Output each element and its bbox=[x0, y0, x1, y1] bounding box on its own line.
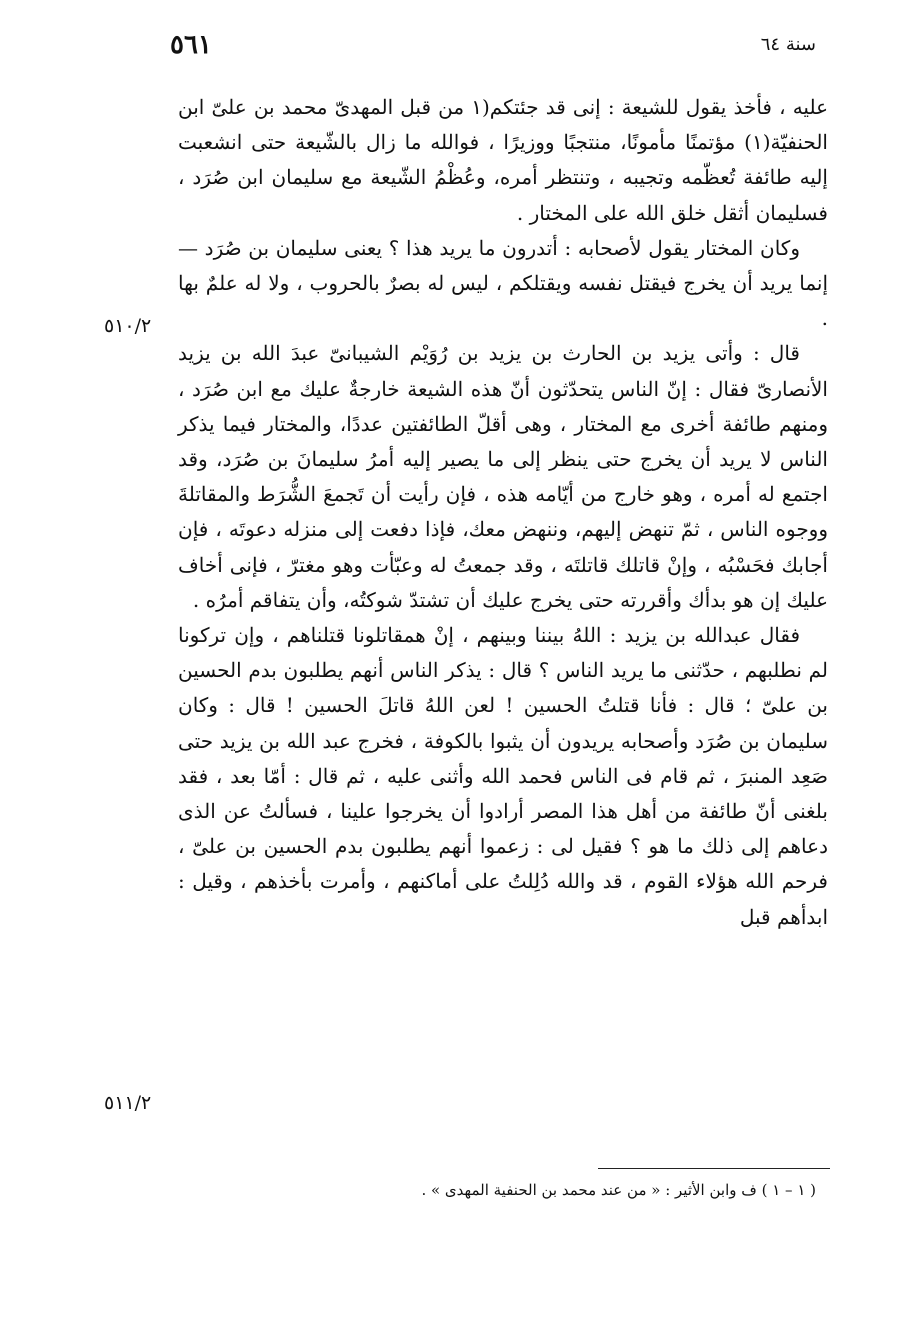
page-number: ٥٦١ bbox=[170, 30, 212, 60]
paragraph: قال : وأتى يزيد بن الحارث بن يزيد بن رُوَيْم الشيبانىّ عبدَ الله بن يزيد الأنصارىّ فقال : إنّ الناس يتحدّثون أنّ هذه الشيعة خارجةٌ عليك مع ابن صُرَد ، ومنهم طائفة أخرى مع المختار ، وهى أقلّ الطائفتين عددًا، والمختار فيما يذكر الناس لا يريد أن يخرج حتى ينظر إلى ما يصير إليه أمرُ سليمانَ بن صُرَد، وقد اجتمع له أمره ، وهو خارج من أيّامه هذه ، فإن رأيت أن تَجمعَ الشُّرَط والمقاتلةَ ووجوه الناس ، ثمّ تنهض إليهم، وننهض معك، فإذا دفعت إلى منزله دعوتَه ، فإن أجابك فحَسْبُه ، وإنْ قاتلك قاتلتَه ، وقد جمعتُ له وعبّأت وهو مغترّ ، فإنى أخاف عليك إن هو بدأك وأقررته حتى يخرج عليك أن تشتدّ شوكتُه، وأن يتفاقم أمرُه . bbox=[178, 341, 828, 612]
paragraph: فقال عبدالله بن يزيد : اللهُ بيننا وبينهم ، إنْ همقاتلونا قتلناهم ، وإن تركونا لم نطلبهم ، حدّثنى ما يريد الناس ؟ قال : يذكر الناس أنهم يطلبون بدم الحسين بن علىّ ؛ قال : فأنا قتلتُ الحسين ! لعن اللهُ قاتلَ الحسين ! قال : وكان سليمان بن صُرَد وأصحابه يريدون أن يثبوا بالكوفة ، فخرج عبد الله بن يزيد حتى صَعِد المنبرَ ، ثم قام فى الناس فحمد الله وأثنى عليه ، ثم قال : أمّا بعد ، فقد بلغنى أنّ طائفة من أهل هذا المصر أرادوا أن يخرجوا علينا ، فسألتُ عن الذى دعاهم إلى ذلك ما هو ؟ فقيل لى : زعموا أنهم يطلبون بدم الحسين بن علىّ ، فرحم الله هؤلاء القوم ، قد والله دُلِلتُ على أماكنهم ، وأمرت بأخذهم ، وقيل : ابدأهم قبل bbox=[178, 623, 828, 929]
footnote-divider bbox=[598, 1168, 830, 1169]
paragraph: عليه ، فأخذ يقول للشيعة : إنى قد جئتكم(١ من قبل المهدىّ محمد بن علىّ ابن الحنفيّة(١) مؤتمنًا مأمونًا، منتجبًا ووزيرًا ، فوالله ما زال بالشّيعة حتى انشعبت إليه طائفة تُعظّمه وتجيبه ، وتنتظر أمره، وعُظْمُ الشّيعة مع سليمان ابن صُرَد ، فسليمان أثقل خلق الله على المختار . bbox=[178, 95, 829, 225]
running-header-year: سنة ٦٤ bbox=[760, 34, 816, 55]
main-text-block bbox=[178, 90, 828, 935]
margin-reference: ٥١٠/٢ bbox=[104, 315, 152, 337]
paragraph: وكان المختار يقول لأصحابه : أتدرون ما يريد هذا ؟ يعنى سليمان بن صُرَد — إنما يريد أن يخرج فيقتل نفسه ويقتلكم ، ليس له بصرٌ بالحروب ، ولا له علمٌ بها . bbox=[178, 235, 828, 331]
footnote: ( ١ – ١ ) ف وابن الأثير : « من عند محمد بن الحنفية المهدى » . bbox=[421, 1181, 816, 1199]
margin-reference: ٥١١/٢ bbox=[104, 1092, 152, 1114]
